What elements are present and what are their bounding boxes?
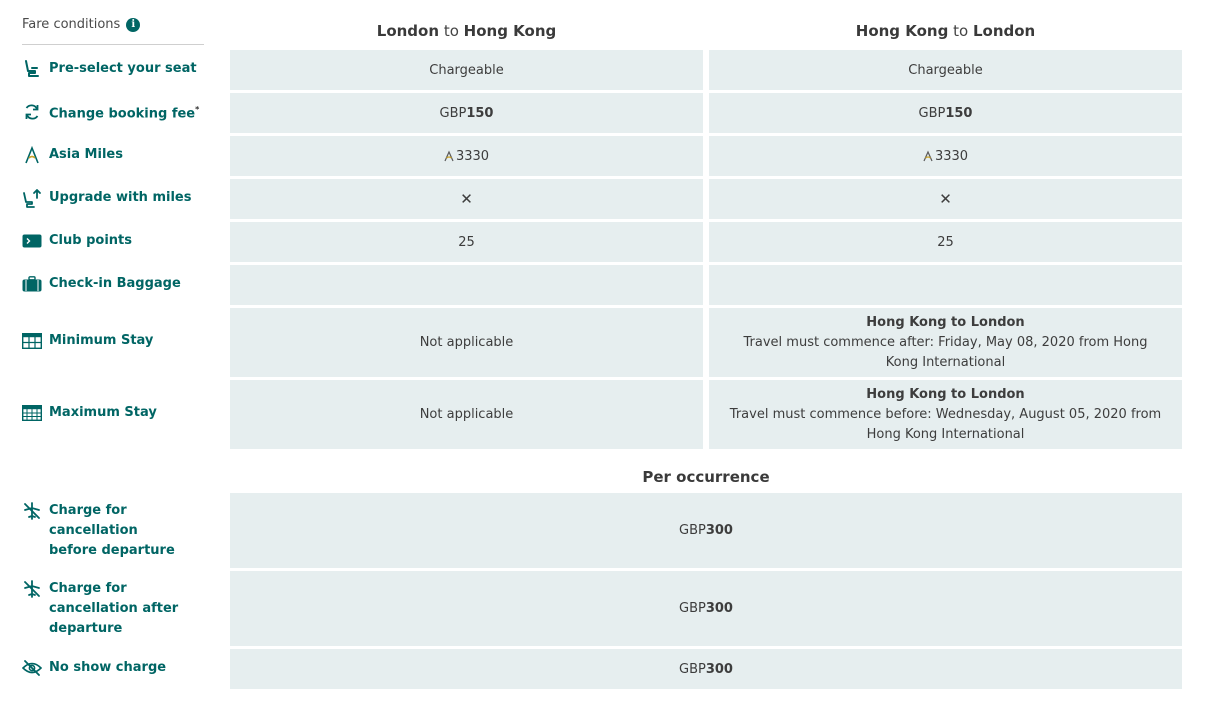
currency: GBP [679,601,706,616]
row-label-seat [22,58,204,80]
currency: GBP [439,105,467,121]
cancelled-flight-icon [22,579,42,599]
change-outbound-cell [230,93,703,133]
col1-to: to [443,22,459,40]
col1-origin: London [376,22,440,40]
per-occurrence-heading: Per occurrence [642,468,770,486]
miles-outbound-cell [230,136,703,176]
miles-return-value: 3330 [934,148,969,164]
upgrade-label: Upgrade with miles [49,190,192,205]
min-stay-label: Minimum Stay [49,333,154,348]
row-label-cancel-after [22,579,204,639]
row-label-upgrade [22,187,204,209]
col2-origin: Hong Kong [855,22,949,40]
seat-outbound-value: Chargeable [429,62,504,78]
miles-small-icon [444,150,454,162]
cancel-before-cell [230,493,1182,568]
baggage-label: Check-in Baggage [49,276,181,291]
cancel-after-cell [230,571,1182,646]
min-stay-return-title: Hong Kong to London [866,314,1025,330]
fare-conditions-label: Fare conditions [22,17,121,32]
asterisk: * [195,104,200,114]
currency: GBP [679,661,706,677]
change-return-amount: 150 [945,105,973,121]
calendar-icon [22,331,42,351]
max-stay-return-text: Travel must commence before: Wednesday, August 05, 2020 from Hong Kong International [729,406,1162,442]
upgrade-return-cell [709,179,1182,219]
miles-small-icon [923,150,933,162]
cancelled-flight-icon [22,501,42,521]
miles-return-cell [709,136,1182,176]
max-stay-label: Maximum Stay [49,405,157,420]
eye-slash-icon [22,658,42,678]
row-label-club [22,230,204,252]
miles-outbound-value: 3330 [455,148,490,164]
seat-return-value: Chargeable [908,62,983,78]
baggage-outbound-cell [230,265,703,305]
cross-icon: ✕ [939,190,952,208]
col1-destination: Hong Kong [463,22,557,40]
club-return-value: 25 [937,234,954,250]
change-label: Change booking fee* [49,104,200,122]
row-label-miles [22,144,204,166]
min-stay-return-cell [709,308,1182,377]
club-label: Club points [49,233,132,248]
upgrade-outbound-cell [230,179,703,219]
fare-conditions-title [22,17,140,32]
cancel-before-amount: 300 [705,523,733,538]
min-stay-outbound-value: Not applicable [419,335,514,350]
row-label-no-show [22,657,204,679]
max-stay-return-cell [709,380,1182,449]
club-card-icon [22,231,42,251]
seat-icon [22,59,42,79]
baggage-icon [22,274,42,294]
calendar-grid-icon [22,403,42,423]
refresh-icon [22,102,42,122]
min-stay-outbound-cell [230,308,703,377]
max-stay-outbound-value: Not applicable [419,407,514,422]
max-stay-outbound-cell [230,380,703,449]
row-label-max-stay [22,402,204,424]
no-show-cell [230,649,1182,689]
currency: GBP [918,105,946,121]
info-icon[interactable]: i [126,18,140,32]
row-label-cancel-before [22,501,204,561]
no-show-label: No show charge [49,660,167,675]
change-outbound-amount: 150 [466,105,494,121]
seat-return-cell [709,50,1182,90]
column-header-outbound [230,20,703,42]
miles-label: Asia Miles [49,147,123,162]
club-outbound-value: 25 [458,234,475,250]
club-outbound-cell [230,222,703,262]
cancel-after-amount: 300 [705,601,733,616]
row-label-change [22,101,204,123]
max-stay-return-title: Hong Kong to London [866,386,1025,402]
divider [22,44,204,45]
cancel-after-label: Charge for cancellation after departure [49,581,179,636]
seat-outbound-cell [230,50,703,90]
no-show-amount: 300 [705,661,733,677]
col2-to: to [953,22,969,40]
cancel-before-label: Charge for cancellation before departure [49,503,175,558]
asia-miles-icon [22,145,42,165]
col2-destination: London [972,22,1036,40]
change-return-cell [709,93,1182,133]
row-label-min-stay [22,330,204,352]
upgrade-seat-icon [22,188,42,208]
currency: GBP [679,523,706,538]
min-stay-return-text: Travel must commence after: Friday, May 08, 2020 from Hong Kong International [743,334,1148,370]
cross-icon: ✕ [460,190,473,208]
club-return-cell [709,222,1182,262]
column-header-return [709,20,1182,42]
seat-label: Pre-select your seat [49,61,197,76]
baggage-return-cell [709,265,1182,305]
row-label-baggage [22,273,204,295]
